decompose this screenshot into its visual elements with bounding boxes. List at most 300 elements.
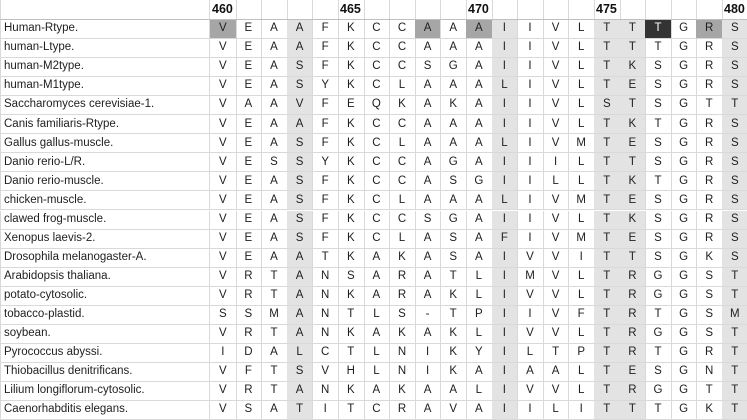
sequence-name: soybean. bbox=[0, 325, 210, 344]
residue-cell: I bbox=[492, 39, 519, 58]
residue-cell: T bbox=[261, 325, 288, 344]
residue-cell: K bbox=[338, 191, 365, 210]
residue-cell: I bbox=[517, 20, 544, 39]
residue-cell: C bbox=[389, 153, 416, 172]
residue-cell: N bbox=[389, 363, 416, 382]
residue-cell: S bbox=[645, 58, 672, 77]
residue-cell: T bbox=[722, 344, 747, 363]
residue-cell: A bbox=[415, 287, 442, 306]
residue-cell: L bbox=[568, 363, 595, 382]
residue-cell: T bbox=[594, 363, 621, 382]
residue-cell: S bbox=[645, 153, 672, 172]
residue-cell: T bbox=[645, 306, 672, 325]
residue-cell: L bbox=[568, 211, 595, 230]
residue-cell: S bbox=[287, 211, 314, 230]
residue-cell: I bbox=[517, 96, 544, 115]
residue-cell: C bbox=[364, 115, 391, 134]
residue-cell: L bbox=[287, 344, 314, 363]
residue-cell: A bbox=[261, 96, 288, 115]
residue-cell: V bbox=[543, 77, 570, 96]
residue-cell: S bbox=[287, 58, 314, 77]
residue-cell: S bbox=[645, 249, 672, 268]
residue-cell: I bbox=[517, 77, 544, 96]
residue-cell: L bbox=[568, 39, 595, 58]
residue-cell: L bbox=[466, 382, 493, 401]
sequence-name: chicken-muscle. bbox=[0, 191, 210, 210]
residue-cell: S bbox=[722, 77, 747, 96]
residue-cell: S bbox=[287, 153, 314, 172]
residue-cell: F bbox=[312, 39, 339, 58]
residue-cell: V bbox=[210, 191, 237, 210]
residue-cell: L bbox=[492, 134, 519, 153]
residue-cell: V bbox=[210, 325, 237, 344]
residue-cell: A bbox=[466, 20, 493, 39]
residue-cell: Y bbox=[466, 344, 493, 363]
residue-cell: T bbox=[722, 287, 747, 306]
residue-cell: A bbox=[466, 134, 493, 153]
residue-cell: S bbox=[645, 230, 672, 249]
position-number: 465 bbox=[338, 0, 365, 20]
sequence-name: Canis familiaris-Rtype. bbox=[0, 115, 210, 134]
residue-cell: C bbox=[364, 20, 391, 39]
residue-cell: E bbox=[236, 172, 263, 191]
residue-cell: R bbox=[696, 230, 723, 249]
residue-cell: K bbox=[620, 211, 647, 230]
residue-cell: V bbox=[210, 58, 237, 77]
residue-cell: A bbox=[287, 287, 314, 306]
position-number bbox=[568, 0, 595, 20]
residue-cell: A bbox=[415, 134, 442, 153]
residue-cell: A bbox=[466, 191, 493, 210]
residue-cell: S bbox=[722, 191, 747, 210]
residue-cell: A bbox=[261, 249, 288, 268]
residue-cell: V bbox=[210, 115, 237, 134]
residue-cell: - bbox=[415, 306, 442, 325]
residue-cell: I bbox=[517, 191, 544, 210]
residue-cell: A bbox=[415, 77, 442, 96]
residue-cell: G bbox=[466, 172, 493, 191]
residue-cell: T bbox=[261, 363, 288, 382]
residue-cell: L bbox=[568, 172, 595, 191]
residue-cell: T bbox=[594, 401, 621, 420]
residue-cell: T bbox=[261, 268, 288, 287]
residue-cell: A bbox=[261, 77, 288, 96]
residue-cell: N bbox=[312, 287, 339, 306]
residue-cell: A bbox=[261, 39, 288, 58]
residue-cell: K bbox=[389, 249, 416, 268]
residue-cell: D bbox=[236, 344, 263, 363]
residue-cell: A bbox=[287, 268, 314, 287]
residue-cell: Y bbox=[312, 77, 339, 96]
residue-cell: L bbox=[466, 268, 493, 287]
residue-cell: T bbox=[696, 382, 723, 401]
residue-cell: V bbox=[543, 268, 570, 287]
residue-cell: C bbox=[389, 211, 416, 230]
residue-cell: T bbox=[594, 20, 621, 39]
residue-cell: A bbox=[440, 115, 467, 134]
residue-cell: L bbox=[568, 20, 595, 39]
residue-cell: T bbox=[722, 268, 747, 287]
residue-cell: N bbox=[312, 268, 339, 287]
residue-cell: S bbox=[287, 134, 314, 153]
residue-cell: G bbox=[671, 39, 698, 58]
residue-cell: A bbox=[415, 401, 442, 420]
residue-cell: E bbox=[620, 77, 647, 96]
residue-cell: T bbox=[722, 401, 747, 420]
sequence-name: Xenopus laevis-2. bbox=[0, 230, 210, 249]
residue-cell: V bbox=[543, 287, 570, 306]
residue-cell: V bbox=[210, 172, 237, 191]
residue-cell: T bbox=[594, 211, 621, 230]
residue-cell: L bbox=[466, 287, 493, 306]
residue-cell: T bbox=[261, 382, 288, 401]
residue-cell: I bbox=[492, 382, 519, 401]
residue-cell: E bbox=[236, 211, 263, 230]
residue-cell: S bbox=[645, 191, 672, 210]
residue-cell: I bbox=[492, 287, 519, 306]
residue-cell: E bbox=[236, 249, 263, 268]
position-number bbox=[364, 0, 391, 20]
residue-cell: S bbox=[415, 211, 442, 230]
sequence-name: Drosophila melanogaster-A. bbox=[0, 249, 210, 268]
residue-cell: V bbox=[312, 363, 339, 382]
residue-cell: T bbox=[594, 115, 621, 134]
residue-cell: A bbox=[466, 153, 493, 172]
residue-cell: G bbox=[671, 382, 698, 401]
residue-cell: L bbox=[568, 77, 595, 96]
residue-cell: T bbox=[594, 344, 621, 363]
position-number bbox=[312, 0, 339, 20]
residue-cell: T bbox=[722, 382, 747, 401]
position-number: 470 bbox=[466, 0, 493, 20]
residue-cell: V bbox=[210, 363, 237, 382]
residue-cell: T bbox=[594, 77, 621, 96]
residue-cell: R bbox=[696, 115, 723, 134]
residue-cell: T bbox=[620, 401, 647, 420]
position-number bbox=[671, 0, 698, 20]
residue-cell: K bbox=[338, 287, 365, 306]
residue-cell: S bbox=[722, 20, 747, 39]
residue-cell: R bbox=[236, 325, 263, 344]
position-number bbox=[620, 0, 647, 20]
residue-cell: C bbox=[389, 20, 416, 39]
residue-cell: A bbox=[364, 325, 391, 344]
residue-cell: C bbox=[389, 172, 416, 191]
residue-cell: A bbox=[261, 115, 288, 134]
residue-cell: K bbox=[338, 211, 365, 230]
residue-cell: A bbox=[466, 115, 493, 134]
residue-cell: G bbox=[671, 20, 698, 39]
residue-cell: I bbox=[492, 58, 519, 77]
residue-cell: A bbox=[466, 58, 493, 77]
residue-cell: I bbox=[517, 58, 544, 77]
residue-cell: L bbox=[364, 363, 391, 382]
residue-cell: V bbox=[517, 249, 544, 268]
residue-cell: M bbox=[568, 134, 595, 153]
residue-cell: K bbox=[338, 230, 365, 249]
residue-cell: I bbox=[492, 344, 519, 363]
residue-cell: V bbox=[210, 96, 237, 115]
residue-cell: L bbox=[568, 382, 595, 401]
residue-cell: V bbox=[543, 191, 570, 210]
residue-cell: A bbox=[415, 230, 442, 249]
residue-cell: G bbox=[671, 115, 698, 134]
residue-cell: E bbox=[236, 230, 263, 249]
sequence-name: Thiobacillus denitrificans. bbox=[0, 363, 210, 382]
residue-cell: R bbox=[696, 172, 723, 191]
residue-cell: G bbox=[645, 382, 672, 401]
residue-cell: R bbox=[620, 268, 647, 287]
residue-cell: F bbox=[312, 230, 339, 249]
residue-cell: A bbox=[236, 96, 263, 115]
residue-cell: G bbox=[671, 153, 698, 172]
residue-cell: I bbox=[517, 401, 544, 420]
residue-cell: A bbox=[543, 363, 570, 382]
residue-cell: S bbox=[261, 153, 288, 172]
residue-cell: S bbox=[645, 77, 672, 96]
residue-cell: N bbox=[312, 325, 339, 344]
residue-cell: S bbox=[722, 153, 747, 172]
residue-cell: T bbox=[338, 344, 365, 363]
residue-cell: E bbox=[620, 134, 647, 153]
residue-cell: S bbox=[722, 230, 747, 249]
residue-cell: A bbox=[261, 211, 288, 230]
residue-cell: P bbox=[466, 306, 493, 325]
residue-cell: G bbox=[671, 306, 698, 325]
residue-cell: I bbox=[517, 211, 544, 230]
residue-cell: V bbox=[210, 134, 237, 153]
residue-cell: G bbox=[440, 58, 467, 77]
residue-cell: K bbox=[338, 382, 365, 401]
residue-cell: K bbox=[338, 325, 365, 344]
residue-cell: A bbox=[415, 268, 442, 287]
residue-cell: A bbox=[466, 363, 493, 382]
residue-cell: N bbox=[312, 382, 339, 401]
residue-cell: T bbox=[594, 249, 621, 268]
residue-cell: A bbox=[466, 211, 493, 230]
residue-cell: K bbox=[440, 287, 467, 306]
residue-cell: G bbox=[671, 249, 698, 268]
position-number bbox=[389, 0, 416, 20]
residue-cell: A bbox=[287, 20, 314, 39]
residue-cell: G bbox=[440, 153, 467, 172]
residue-cell: T bbox=[594, 230, 621, 249]
residue-cell: V bbox=[210, 211, 237, 230]
residue-cell: K bbox=[440, 325, 467, 344]
residue-cell: E bbox=[236, 77, 263, 96]
position-number bbox=[645, 0, 672, 20]
residue-cell: T bbox=[338, 401, 365, 420]
residue-cell: E bbox=[236, 115, 263, 134]
position-number bbox=[415, 0, 442, 20]
residue-cell: A bbox=[415, 325, 442, 344]
residue-cell: I bbox=[568, 401, 595, 420]
residue-cell: C bbox=[364, 58, 391, 77]
residue-cell: A bbox=[261, 58, 288, 77]
residue-cell: T bbox=[594, 287, 621, 306]
residue-cell: G bbox=[671, 77, 698, 96]
residue-cell: T bbox=[594, 134, 621, 153]
residue-cell: T bbox=[722, 363, 747, 382]
residue-cell: Y bbox=[312, 153, 339, 172]
sequence-name: human-Ltype. bbox=[0, 39, 210, 58]
residue-cell: T bbox=[594, 153, 621, 172]
residue-cell: C bbox=[364, 401, 391, 420]
residue-cell: S bbox=[287, 191, 314, 210]
residue-cell: I bbox=[492, 325, 519, 344]
residue-cell: E bbox=[338, 96, 365, 115]
residue-cell: S bbox=[594, 96, 621, 115]
residue-cell: A bbox=[364, 382, 391, 401]
sequence-name: Arabidopsis thaliana. bbox=[0, 268, 210, 287]
residue-cell: L bbox=[389, 77, 416, 96]
residue-cell: A bbox=[287, 382, 314, 401]
residue-cell: T bbox=[594, 382, 621, 401]
residue-cell: R bbox=[236, 287, 263, 306]
residue-cell: I bbox=[517, 153, 544, 172]
residue-cell: K bbox=[338, 58, 365, 77]
residue-cell: V bbox=[287, 96, 314, 115]
residue-cell: C bbox=[389, 39, 416, 58]
residue-cell: I bbox=[312, 401, 339, 420]
residue-cell: T bbox=[287, 401, 314, 420]
residue-cell: K bbox=[696, 249, 723, 268]
residue-cell: G bbox=[671, 172, 698, 191]
position-number bbox=[236, 0, 263, 20]
residue-cell: T bbox=[620, 249, 647, 268]
residue-cell: A bbox=[261, 134, 288, 153]
residue-cell: I bbox=[517, 230, 544, 249]
residue-cell: K bbox=[338, 20, 365, 39]
residue-cell: S bbox=[210, 306, 237, 325]
residue-cell: A bbox=[440, 382, 467, 401]
residue-cell: A bbox=[261, 230, 288, 249]
residue-cell: K bbox=[338, 172, 365, 191]
residue-cell: L bbox=[492, 77, 519, 96]
residue-cell: I bbox=[517, 306, 544, 325]
residue-cell: A bbox=[415, 20, 442, 39]
residue-cell: I bbox=[492, 96, 519, 115]
residue-cell: L bbox=[517, 344, 544, 363]
residue-cell: A bbox=[415, 172, 442, 191]
residue-cell: S bbox=[440, 249, 467, 268]
residue-cell: T bbox=[645, 115, 672, 134]
residue-cell: S bbox=[722, 211, 747, 230]
residue-cell: K bbox=[620, 115, 647, 134]
residue-cell: A bbox=[287, 306, 314, 325]
residue-cell: A bbox=[364, 249, 391, 268]
residue-cell: A bbox=[364, 287, 391, 306]
residue-cell: H bbox=[338, 363, 365, 382]
residue-cell: V bbox=[210, 230, 237, 249]
residue-cell: V bbox=[210, 39, 237, 58]
residue-cell: T bbox=[594, 325, 621, 344]
residue-cell: T bbox=[594, 58, 621, 77]
residue-cell: A bbox=[466, 96, 493, 115]
residue-cell: R bbox=[236, 268, 263, 287]
residue-cell: I bbox=[492, 249, 519, 268]
residue-cell: K bbox=[440, 96, 467, 115]
residue-cell: F bbox=[312, 20, 339, 39]
residue-cell: A bbox=[261, 172, 288, 191]
position-number bbox=[492, 0, 519, 20]
residue-cell: S bbox=[722, 115, 747, 134]
residue-cell: S bbox=[722, 39, 747, 58]
residue-cell: F bbox=[312, 134, 339, 153]
residue-cell: C bbox=[364, 134, 391, 153]
residue-cell: L bbox=[364, 344, 391, 363]
residue-cell: I bbox=[568, 249, 595, 268]
residue-cell: F bbox=[568, 306, 595, 325]
residue-cell: R bbox=[389, 287, 416, 306]
residue-cell: S bbox=[722, 172, 747, 191]
residue-cell: T bbox=[261, 287, 288, 306]
residue-cell: A bbox=[440, 191, 467, 210]
residue-cell: A bbox=[287, 39, 314, 58]
residue-cell: R bbox=[620, 382, 647, 401]
residue-cell: S bbox=[440, 172, 467, 191]
residue-cell: F bbox=[236, 363, 263, 382]
sequence-name: Gallus gallus-muscle. bbox=[0, 134, 210, 153]
residue-cell: V bbox=[517, 325, 544, 344]
residue-cell: C bbox=[389, 58, 416, 77]
residue-cell: G bbox=[671, 287, 698, 306]
residue-cell: V bbox=[543, 249, 570, 268]
residue-cell: T bbox=[620, 20, 647, 39]
residue-cell: A bbox=[466, 401, 493, 420]
residue-cell: V bbox=[210, 382, 237, 401]
residue-cell: G bbox=[671, 325, 698, 344]
residue-cell: R bbox=[620, 344, 647, 363]
residue-cell: A bbox=[415, 382, 442, 401]
residue-cell: A bbox=[287, 325, 314, 344]
residue-cell: R bbox=[620, 306, 647, 325]
residue-cell: M bbox=[517, 268, 544, 287]
residue-cell: T bbox=[722, 96, 747, 115]
residue-cell: A bbox=[261, 20, 288, 39]
residue-cell: I bbox=[517, 115, 544, 134]
residue-cell: K bbox=[620, 172, 647, 191]
residue-cell: V bbox=[210, 287, 237, 306]
residue-cell: M bbox=[568, 230, 595, 249]
residue-cell: L bbox=[364, 306, 391, 325]
residue-cell: V bbox=[210, 153, 237, 172]
residue-cell: E bbox=[236, 191, 263, 210]
position-number bbox=[517, 0, 544, 20]
residue-cell: C bbox=[364, 39, 391, 58]
residue-cell: L bbox=[568, 58, 595, 77]
residue-cell: L bbox=[568, 325, 595, 344]
residue-cell: E bbox=[236, 39, 263, 58]
residue-cell: K bbox=[620, 58, 647, 77]
residue-cell: E bbox=[620, 191, 647, 210]
residue-cell: C bbox=[364, 191, 391, 210]
residue-cell: G bbox=[671, 268, 698, 287]
residue-cell: C bbox=[364, 172, 391, 191]
residue-cell: G bbox=[645, 287, 672, 306]
residue-cell: I bbox=[492, 306, 519, 325]
residue-cell: V bbox=[543, 306, 570, 325]
position-number: 475 bbox=[594, 0, 621, 20]
residue-cell: T bbox=[594, 191, 621, 210]
residue-cell: I bbox=[415, 363, 442, 382]
residue-cell: R bbox=[696, 134, 723, 153]
position-number bbox=[696, 0, 723, 20]
residue-cell: V bbox=[517, 382, 544, 401]
residue-cell: G bbox=[671, 230, 698, 249]
residue-cell: R bbox=[696, 77, 723, 96]
residue-cell: K bbox=[338, 249, 365, 268]
